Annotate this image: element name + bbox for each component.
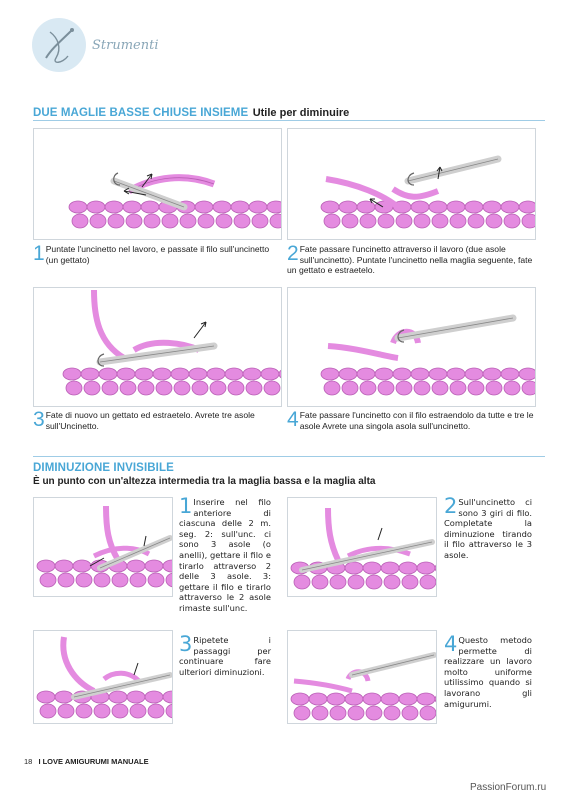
decrease-step1-caption xyxy=(179,494,271,614)
step4-caption xyxy=(287,410,539,431)
step4-text: Fate passare l'uncinetto con il filo estraendolo da tutte e tre le asole Avrete una singola asola sull'uncinetto. xyxy=(299,410,534,431)
decrease-step1-illustration xyxy=(33,497,173,597)
step1-text: Puntate l'uncinetto nel lavoro, e passate il filo sull'uncinetto (un gettato) xyxy=(45,244,270,265)
section2-rule xyxy=(33,456,545,457)
decrease-step2-text: Sull'uncinetto ci sono 3 giri di filo. Completate la diminuzione tirando il filo attraverso le 3 asole. xyxy=(444,497,532,560)
page-number: 18 xyxy=(24,757,33,766)
section1-subtitle: Utile per diminuire xyxy=(252,107,350,119)
section1-heading xyxy=(33,103,349,121)
page-footer xyxy=(24,757,149,766)
step1-caption xyxy=(33,244,281,265)
decrease-step4-caption xyxy=(444,632,532,709)
step3-caption xyxy=(33,410,281,431)
decrease-step2-number: 2 xyxy=(444,494,458,518)
decrease-step1-number: 1 xyxy=(179,494,193,518)
step3-text: Fate di nuovo un gettato ed estraetelo. Avrete tre asole sull'Uncinetto. xyxy=(45,410,255,431)
section2-title: DIMINUZIONE INVISIBILE xyxy=(33,462,174,474)
step4-illustration xyxy=(287,287,536,407)
decrease-step1-text: Inserire nel filo anteriore di ciascuna delle 2 m. seg. 2: sull'unc. ci sono 3 asole (o anelli), gettare il filo e tirarlo attraverso 2 delle 3 asole. 3: gettare il filo e tirarlo attraverso le 2 asole rimaste sull'unc. xyxy=(179,497,271,613)
step3-illustration xyxy=(33,287,282,407)
section-logo-icon xyxy=(32,18,86,72)
step1-illustration xyxy=(33,128,282,240)
step4-number: 4 xyxy=(287,408,299,431)
section-label: Strumenti xyxy=(92,38,159,53)
watermark: PassionForum.ru xyxy=(470,782,547,793)
decrease-step2-illustration xyxy=(287,497,437,597)
decrease-step4-text: Questo metodo permette di realizzare un lavoro molto uniforme utilissimo quando si lavorano gli amigurumi. xyxy=(444,635,532,709)
section1-rule xyxy=(33,120,545,121)
decrease-step3-text: Ripetete i passaggi per continuare fare ulteriori diminuzioni. xyxy=(179,635,271,677)
step2-number: 2 xyxy=(287,242,299,265)
decrease-step2-caption xyxy=(444,494,532,561)
decrease-step3-caption xyxy=(179,632,271,677)
decrease-step4-illustration xyxy=(287,630,437,724)
magazine-name: I LOVE AMIGURUMI MANUALE xyxy=(38,757,149,766)
section1-title: DUE MAGLIE BASSE CHIUSE INSIEME xyxy=(33,107,249,119)
decrease-step4-number: 4 xyxy=(444,632,458,656)
decrease-step3-illustration xyxy=(33,630,173,724)
section2-subtitle: È un punto con un'altezza intermedia tra la maglia bassa e la maglia alta xyxy=(33,476,376,487)
step2-text: Fate passare l'uncinetto attraverso il lavoro (due asole sull'uncinetto). Puntate l'uncinetto nella maglia seguente, fate un gettato e estraetelo. xyxy=(287,244,533,276)
step3-number: 3 xyxy=(33,408,45,431)
decrease-step3-number: 3 xyxy=(179,632,193,656)
step2-illustration xyxy=(287,128,536,240)
step2-caption xyxy=(287,244,539,276)
step1-number: 1 xyxy=(33,242,45,265)
